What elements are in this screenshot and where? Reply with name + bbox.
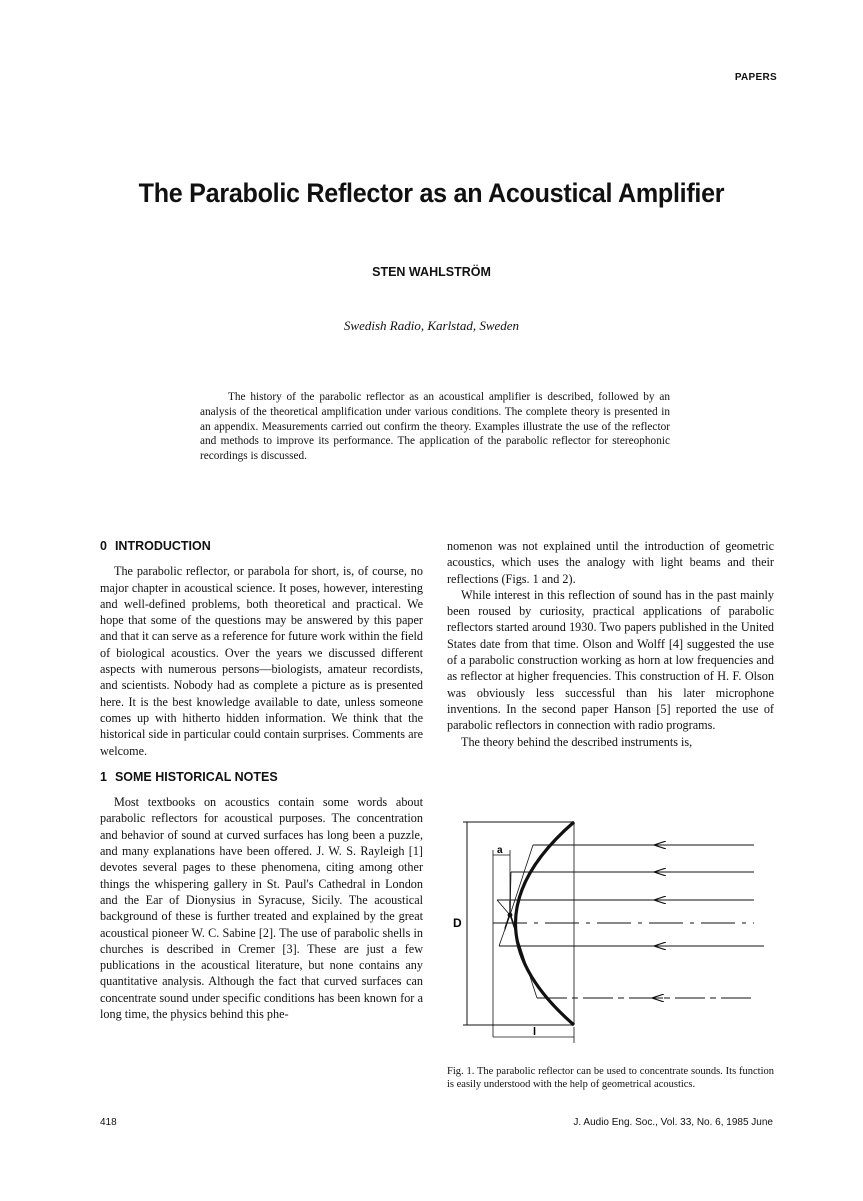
reflected-ray (510, 845, 533, 915)
section-number: 1 (100, 769, 107, 784)
page-number: 418 (100, 1117, 117, 1128)
section-heading-history (100, 769, 423, 785)
history-paragraph: While interest in this reflection of sound has in the past mainly been roused by curiosity, practical applications of parabolic reflectors started around 1930. Two papers published in the United States date from that time. Olson and Wolff [4] suggested the use of a parabolic construction working as horn at low frequencies and as reflector at higher frequencies. This construction of H. F. Olson was obviously less successful than his later microphone inventions. In the second paper Hanson [5] reported the use of parabolic reflectors in connection with radio programs. (447, 587, 774, 733)
history-paragraph: Most textbooks on acoustics contain some words about parabolic reflectors for acoustical purposes. The concentration and behavior of sound at curved surfaces has long been a puzzle, and many explanations have been offered. J. W. S. Rayleigh [1] devotes several pages to these phenomena, citing among other things the whispering gallery in St. Paul's Cathedral in London and the Ear of Dionysius in Syracuse, Sicily. The acoustical background of these is further treated and explained by the great acoustical pioneer W. C. Sabine [2]. The use of parabolic shells in churches is described in Cremer [3]. These are just a few publications in the acoustical literature, but none contains any quantitative analysis. Although the fact that curved surfaces can concentrate sound under specific conditions has been known for a long time, the physics behind this phe- (100, 795, 423, 1022)
reflected-ray (499, 915, 510, 946)
running-header: PAPERS (734, 72, 777, 83)
history-continuation: nomenon was not explained until the introduction of geometric acoustics, which uses the analogy with light beams and their reflections (Figs. 1 and 2). (447, 539, 774, 586)
author-name: STEN WAHLSTRÖM (372, 265, 491, 279)
reflected-ray (510, 915, 537, 998)
section-title: INTRODUCTION (114, 539, 211, 553)
section-heading-introduction (100, 538, 423, 554)
figure-caption: Fig. 1. The parabolic reflector can be used to concentrate sounds. Its function is easily understood with the help of geometrical acoustics. (447, 1066, 774, 1090)
section-title: SOME HISTORICAL NOTES (114, 769, 278, 784)
paper-title: The Parabolic Reflector as an Acoustical Amplifier (138, 178, 725, 208)
label-l: l (533, 1026, 537, 1038)
history-paragraph: The theory behind the described instruments is, (461, 734, 693, 749)
author-affiliation: Swedish Radio, Karlstad, Sweden (343, 318, 520, 333)
section-number: 0 (100, 539, 107, 553)
figure-parabolic-reflector (447, 815, 774, 1065)
intro-paragraph: The parabolic reflector, or parabola for short, is, of course, no major chapter in acoustical science. It poses, however, interesting and well-defined problems, both theoretical and practical. We hope that some of the questions may be answered by this paper and that it can serve as a reference for future work within the field of biological acoustics. Over the years we discussed different aspects with numerous persons—biologists, amateur recordists, and scientists. Nobody had as complete a picture as is presented here. It is the best knowledge available to date, unless someone comes up with hitherto hidden information. We think that the historical side in particular could contain surprises. Comments are welcome. (100, 564, 423, 758)
right-column (447, 538, 774, 750)
label-a: a (497, 845, 503, 856)
label-D: D (453, 916, 462, 930)
reflected-ray (497, 900, 510, 915)
journal-citation: J. Audio Eng. Soc., Vol. 33, No. 6, 1985 June (573, 1117, 773, 1128)
abstract: The history of the parabolic reflector as an acoustical amplifier is described, followed by an analysis of the theoretical amplification under various conditions. The complete theory is presented in an appendix. Measurements carried out confirm the theory. Examples illustrate the use of the reflector and methods to improve its performance. The application of the parabolic reflector for stereophonic recordings is discussed. (200, 391, 670, 463)
left-column (100, 538, 423, 1022)
